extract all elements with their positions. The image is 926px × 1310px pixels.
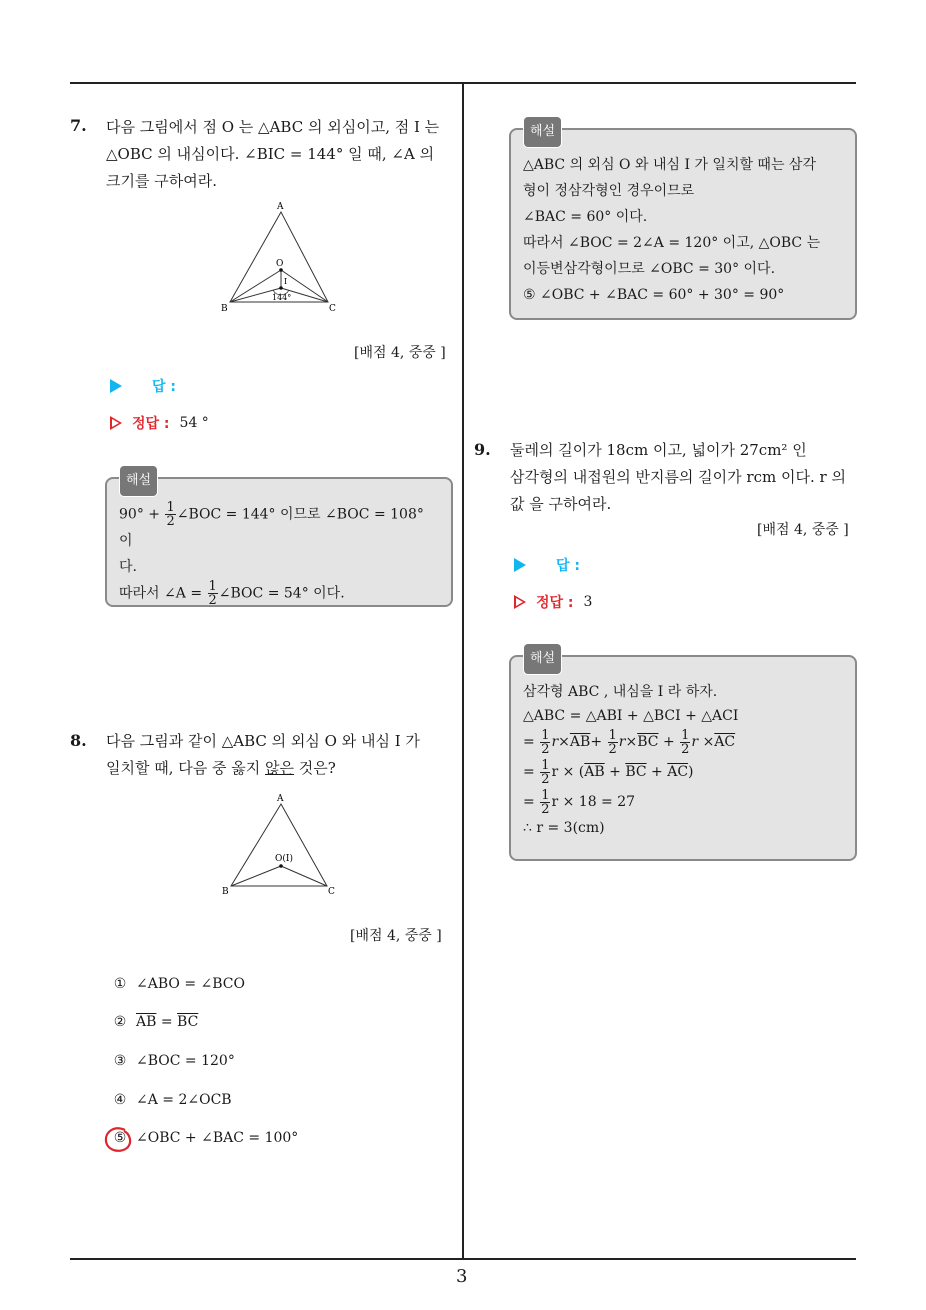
q9-sol-line2: △ABC = △ABI + △BCI + △ACI [523,708,739,724]
q9-r: r [691,734,699,750]
q7-text [106,114,458,195]
q9-l5-frac [540,789,550,816]
q9-plus: + [651,764,663,780]
correct-triangle-icon [514,595,526,609]
q7-frac1-num: 1 [166,500,175,515]
q9-seg-ac: $\overline{AC}$ [714,734,736,750]
q8-sol-line5: 이등변삼각형이므로 ∠OBC = 30° 이다. [523,261,776,277]
q9-correct-row [514,592,592,612]
q7-sol-line3 [119,580,439,607]
q9-l3-frac-a [540,729,550,756]
q7-sol-line1 [119,501,439,554]
choice-2-number: ② [113,1014,127,1030]
q7-fig-label-O: O [276,259,284,269]
frac-num: 1 [681,727,690,743]
q9-r: r [551,734,559,750]
q7-fig-label-C: C [329,304,336,314]
answer-triangle-icon [110,379,122,393]
frac-den: 2 [681,741,690,757]
q9-plus: + [662,734,675,750]
q8-sol-line6: ⑤ ∠OBC + ∠BAC = 60° + 30° = 90° [523,287,785,303]
q7-line2: △OBC 의 내심이다. ∠BIC = 144° 일 때, ∠A 의 [106,145,435,163]
frac-num: 1 [541,787,550,803]
q7-answer-label: 답 : [152,379,176,395]
q7-frac1-den: 2 [166,514,175,529]
q9-l4-open: r × ( [551,764,585,780]
q9-sol-line3 [523,727,843,757]
q9-line3: 값 을 구하여라. [510,495,612,513]
q9-l3-frac-c [680,729,690,756]
q7-sol-frac1 [165,501,175,528]
q9-l4-close: ) [688,764,694,780]
correct-triangle-icon [110,416,122,430]
q7-sol-l1-b: ∠BOC = 144° 이므로 ∠BOC = 108° 이 [119,506,424,549]
q9-correct-value: 3 [583,594,593,610]
q8-sol-line3: ∠BAC = 60° 이다. [523,209,648,225]
q9-l3-frac-b [608,729,618,756]
choice-2-segment-ab: $\overline{AB}$ [136,1014,157,1030]
q9-correct-label: 정답 : [536,595,574,611]
frac-den: 2 [541,771,550,787]
q7-line3: 크기를 구하여라. [106,172,217,190]
q8-solution-box [509,124,857,320]
q7-frac2-num: 1 [208,579,217,594]
choice-1-text: ∠ABO = ∠BCO [136,976,245,992]
q9-l4-eq: = [523,764,535,780]
choice-4-text: ∠A = 2∠OCB [136,1092,232,1108]
q7-line1: 다음 그림에서 점 O 는 △ABC 의 외심이고, 점 I 는 [106,118,440,136]
q9-number: 9. [474,440,491,459]
q9-r: r [618,734,626,750]
q9-solution-tag: 해설 [523,643,562,675]
q9-l4-frac [540,759,550,786]
q7-correct-value: 54 ° [179,415,209,431]
bottom-rule [70,1258,856,1260]
q7-fig-label-I: I [284,277,288,286]
q7-fig-angle: 144° [272,293,292,302]
q7-sol-l3-b: ∠BOC = 54° 이다. [218,585,345,602]
q9-l4-ab: $\overline{AB}$ [584,764,605,780]
q9-l4-ac: $\overline{AC}$ [667,764,689,780]
q9-sol-line5 [523,787,843,817]
q8-fig-label-O: O(I) [275,854,293,864]
q9-plus: + [590,734,603,750]
q8-figure [215,788,350,903]
q7-fig-label-B: B [221,304,228,314]
q9-meta: [배점 4, 중중 ] [757,522,849,538]
q9-text [510,437,860,518]
q8-choice-2[interactable] [110,1014,198,1030]
q8-text [106,728,458,782]
selected-answer-circle-icon [102,1124,134,1156]
q8-choice-3[interactable] [110,1053,235,1069]
q9-seg-bc: $\overline{BC}$ [637,734,659,750]
q9-l3-eq: = [523,734,535,750]
q9-sol-line6: ∴ r = 3(cm) [523,820,605,836]
q8-fig-label-A: A [277,794,284,804]
choice-5-text: ∠OBC + ∠BAC = 100° [136,1130,299,1146]
q7-sol-line2: 다. [119,559,137,575]
q8-sol-line4: 따라서 ∠BOC = 2∠A = 120° 이고, △OBC 는 [523,235,821,251]
q9-times: × [702,734,715,750]
frac-den: 2 [608,741,617,757]
q7-number: 7. [70,116,87,135]
q7-meta: [배점 4, 중중 ] [354,345,446,361]
q9-answer-row [514,555,580,575]
q9-sol-line1: 삼각형 ABC , 내심을 I 라 하자. [523,684,718,700]
q8-sol-line2: 형이 정삼각형인 경우이므로 [523,183,695,199]
frac-num: 1 [541,757,550,773]
q8-number: 8. [70,731,87,750]
q7-correct-label: 정답 : [132,416,170,432]
choice-2-text [136,1014,198,1030]
choice-2-equals: = [156,1014,178,1030]
choice-5-number: ⑤ [113,1130,127,1146]
q9-solution-box [509,651,857,861]
q8-line1: 다음 그림과 같이 △ABC 의 외심 O 와 내심 I 가 [106,732,420,750]
q8-meta: [배점 4, 중중 ] [350,928,442,944]
q8-choice-5[interactable] [110,1130,298,1146]
q9-seg-ab: $\overline{AB}$ [569,734,591,750]
frac-den: 2 [541,801,550,817]
q7-fig-label-A: A [277,202,284,212]
q9-sol-line4 [523,757,843,787]
q8-line2-b: 것은? [294,759,336,777]
q8-sol-line1: △ABC 의 외심 O 와 내심 I 가 일치할 때는 삼각 [523,157,816,173]
q7-sol-frac2 [208,580,218,607]
q9-l4-bc: $\overline{BC}$ [625,764,647,780]
q9-times: × [625,734,638,750]
q7-sol-l3-a: 따라서 ∠A = [119,585,203,602]
q8-line2 [106,755,458,782]
q7-sol-l1-a: 90° + [119,506,160,523]
frac-num: 1 [541,727,550,743]
q8-line2-underlined: 않은 [265,759,295,777]
q8-choice-1[interactable] [110,976,245,992]
q7-figure [215,198,350,318]
q9-plus: + [609,764,621,780]
q8-solution-tag: 해설 [523,116,562,148]
q8-fig-label-B: B [222,887,229,897]
choice-3-text: ∠BOC = 120° [136,1053,235,1069]
q9-l5-b: r × 18 = 27 [551,794,636,810]
frac-num: 1 [608,727,617,743]
choice-1-number: ① [113,976,127,992]
q7-correct-row [110,413,209,433]
q7-frac2-den: 2 [208,593,217,608]
q9-answer-label: 답 : [556,558,580,574]
q9-line1: 둘레의 길이가 18cm 이고, 넓이가 27cm² 인 [510,441,807,459]
page-number: 3 [456,1266,468,1287]
choice-2-segment-bc: $\overline{BC}$ [177,1014,199,1030]
q8-fig-label-C: C [328,887,335,897]
choice-4-number: ④ [113,1092,127,1108]
q9-line2: 삼각형의 내접원의 반지름의 길이가 rcm 이다. r 의 [510,468,846,486]
q8-line2-a: 일치할 때, 다음 중 옳지 [106,759,266,777]
answer-triangle-icon [514,558,526,572]
q9-l5-eq: = [523,794,535,810]
q7-answer-row [110,376,176,396]
q7-solution-box [105,473,453,608]
choice-3-number: ③ [113,1053,127,1069]
q8-choice-4[interactable] [110,1092,232,1108]
column-divider [462,82,464,1260]
q7-solution-tag: 해설 [119,465,158,497]
q9-times: × [558,734,570,750]
frac-den: 2 [541,741,550,757]
